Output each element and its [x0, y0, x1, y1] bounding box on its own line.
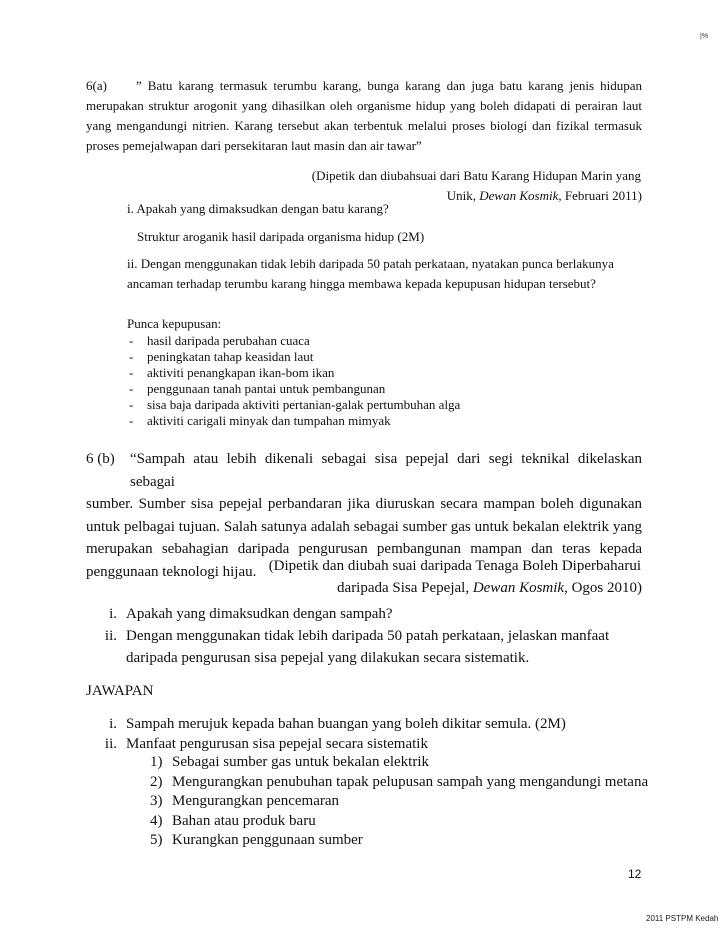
punca-list	[127, 333, 547, 429]
list-item	[150, 773, 650, 793]
q6a-passage-first: ” Batu karang termasuk terumbu karang, bunga karang dan juga batu karang jenis hidupan	[136, 78, 642, 93]
benefit-text: Mengurangkan pencemaran	[172, 793, 340, 809]
list-marker: i.	[109, 716, 117, 732]
benefit-text: Bahan atau produk baru	[172, 812, 316, 829]
q6b-passage-first: “Sampah atau lebih dikenali sebagai sisa pepejal dari segi teknikal dikelaskan sebagai	[130, 451, 642, 490]
list-marker: 3)	[150, 793, 163, 809]
list-item	[150, 753, 650, 773]
q6b-source-line2	[86, 577, 642, 599]
benefit-text: Mengurangkan penubuhan tapak pelupusan sampah yang mengandungi metana	[172, 773, 649, 790]
q6b-source-pre: daripada Sisa Pepejal,	[337, 580, 473, 596]
q6b-source-journal: Dewan Kosmik	[472, 580, 565, 596]
q6a-question-ii-line1: ii. Dengan menggunakan tidak lebih daripada 50 patah perkataan, nyatakan punca berlakunya	[127, 256, 614, 271]
list-item: - hasil daripada perubahan cuaca	[127, 333, 547, 349]
list-marker: ii.	[104, 736, 117, 752]
q6a-answer-i: Struktur aroganik hasil daripada organisma hidup (2M)	[137, 229, 425, 244]
benefit-text: Kurangkan penggunaan sumber	[172, 832, 363, 848]
q6a-source-post: , Februari 2011)	[558, 188, 642, 203]
q6a-source-pre: Unik,	[446, 188, 480, 203]
q6b-first-line	[86, 448, 642, 493]
list-item: - penggunaan tanah pantai untuk pembangunan	[127, 381, 547, 397]
list-marker: 2)	[150, 773, 163, 790]
q6b-source-post: , Ogos 2010)	[564, 580, 642, 596]
benefits-list	[150, 753, 650, 851]
question-text: Dengan menggunakan tidak lebih daripada 50 patah perkataan, jelaskan manfaat daripada pengurusan sisa pepejal yang dilakukan secara sistematik.	[126, 628, 610, 666]
q6a-question-ii	[127, 254, 627, 294]
q6a-first-line	[86, 76, 642, 96]
benefit-text: Sebagai sumber gas untuk bekalan elektrik	[172, 754, 430, 770]
list-marker: 4)	[150, 812, 163, 829]
list-item: - aktiviti penangkapan ikan-bom ikan	[127, 365, 547, 381]
jawapan-title: JAWAPAN	[86, 683, 154, 699]
q6a-label: 6(a)	[86, 78, 107, 93]
q6b-source	[86, 555, 642, 599]
page-number: 12	[628, 867, 642, 881]
q6a-passage	[86, 76, 642, 156]
question-text: Apakah yang dimaksudkan dengan sampah?	[126, 606, 393, 622]
q6a-question-i: i. Apakah yang dimaksudkan dengan batu karang?	[127, 201, 389, 216]
q6b-label: 6 (b)	[86, 451, 115, 467]
q6b-passage-rest: sumber. Sumber sisa pepejal perbandaran jika diuruskan secara mampan boleh digunakan untuk pelbagai tujuan. Salah satunya adalah sebagai sumber gas untuk bekalan elektrik yang merupakan sebahagian daripada pengurusan pembangunan mampan dan teras kepada penggunaan teknologi hijau.	[86, 496, 642, 580]
q6b-questions	[86, 603, 642, 669]
q6a-source-journal: Dewan Kosmik	[479, 188, 559, 203]
jawapan-answer-ii	[86, 733, 646, 755]
footer-credit: 2011 PSTPM Kedah	[646, 914, 719, 923]
list-marker: 5)	[150, 832, 163, 848]
list-item	[150, 812, 650, 832]
list-item: - sisa baja daripada aktiviti pertanian-galak pertumbuhan alga	[127, 397, 547, 413]
list-marker: i.	[109, 606, 117, 622]
q6b-source-line1: (Dipetik dan diubah suai daripada Tenaga Boleh Diperbaharui	[268, 558, 641, 574]
list-item	[150, 792, 650, 812]
q6a-passage-rest: merupakan struktur arogonit yang dihasilkan oleh organisme hidup yang boleh didapati di perairan laut yang mengandungi nitrien. Karang tersebut akan terbentuk melalui proses biologi dan fizikal termasuk proses pemejalwapan dari persekitaran laut masin dan air tawar”	[86, 98, 642, 153]
punca-title: Punca kepupusan:	[127, 316, 222, 331]
q6a-source-line1: (Dipetik dan diubahsuai dari Batu Karang Hidupan Marin yang	[311, 168, 641, 183]
corner-mark: |%	[700, 33, 709, 40]
list-item	[150, 831, 650, 851]
answer-text: Manfaat pengurusan sisa pepejal secara sistematik	[126, 736, 428, 752]
jawapan-answer-i	[86, 713, 646, 735]
q6a-question-ii-line2: ancaman terhadap terumbu karang hingga membawa kepada kepupusan hidupan tersebut?	[127, 276, 596, 291]
list-marker: 1)	[150, 754, 163, 770]
list-item: - peningkatan tahap keasidan laut	[127, 349, 547, 365]
list-item	[86, 625, 642, 669]
list-item	[86, 603, 642, 625]
answer-text: Sampah merujuk kepada bahan buangan yang boleh dikitar semula. (2M)	[126, 716, 566, 732]
list-marker: ii.	[104, 628, 117, 644]
list-item: - aktiviti carigali minyak dan tumpahan mimyak	[127, 413, 547, 429]
